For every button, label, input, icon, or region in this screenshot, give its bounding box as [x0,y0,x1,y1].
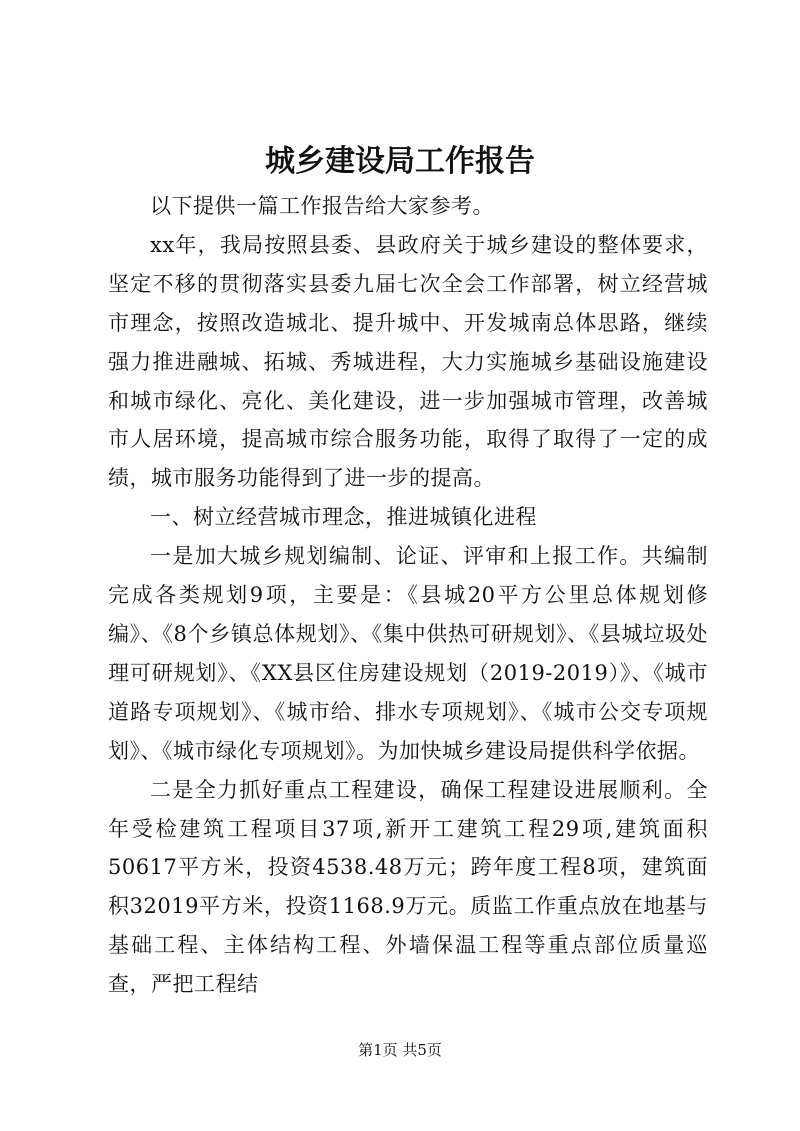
section-heading: 一、树立经营城市理念，推进城镇化进程 [150,505,537,530]
paragraph-projects: 二是全力抓好重点工程建设，确保工程建设进展顺利。全年受检建筑工程项目37项,新开工建筑工程29项,建筑面积50617平方米，投资4538.48万元；跨年度工程8项，建筑面积32019平方米，投资1168.9万元。质监工作重点放在地基与基础工程、主体结构工程、外墙保温工程等重点部位质量巡查，严把工程结 [108,777,708,997]
document-title: 城乡建设局工作报告 [265,144,535,179]
page-footer: 第1页 共5页 [358,1041,442,1059]
paragraph-planning: 一是加大城乡规划编制、论证、评审和上报工作。共编制完成各类规划9项，主要是：《县城20平方公里总体规划修编》、《8个乡镇总体规划》、《集中供热可研规划》、《县城垃圾处理可研规划》、《XX县区住房建设规划（2019-2019）》、《城市道路专项规划》、《城市给、排水专项规划》、《城市公交专项规划》、《城市绿化专项规划》。为加快城乡建设局提供科学依据。 [108,544,708,763]
document-body [108,187,708,1004]
paragraph-summary: xx年，我局按照县委、县政府关于城乡建设的整体要求，坚定不移的贯彻落实县委九届七次全会工作部署，树立经营城市理念，按照改造城北、提升城中、开发城南总体思路，继续强力推进融城、拓城、秀城进程，大力实施城乡基础设施建设和城市绿化、亮化、美化建设，进一步加强城市管理，改善城市人居环境，提高城市综合服务功能，取得了取得了一定的成绩，城市服务功能得到了进一步的提高。 [108,232,708,491]
paragraph-intro: 以下提供一篇工作报告给大家参考。 [150,194,494,218]
